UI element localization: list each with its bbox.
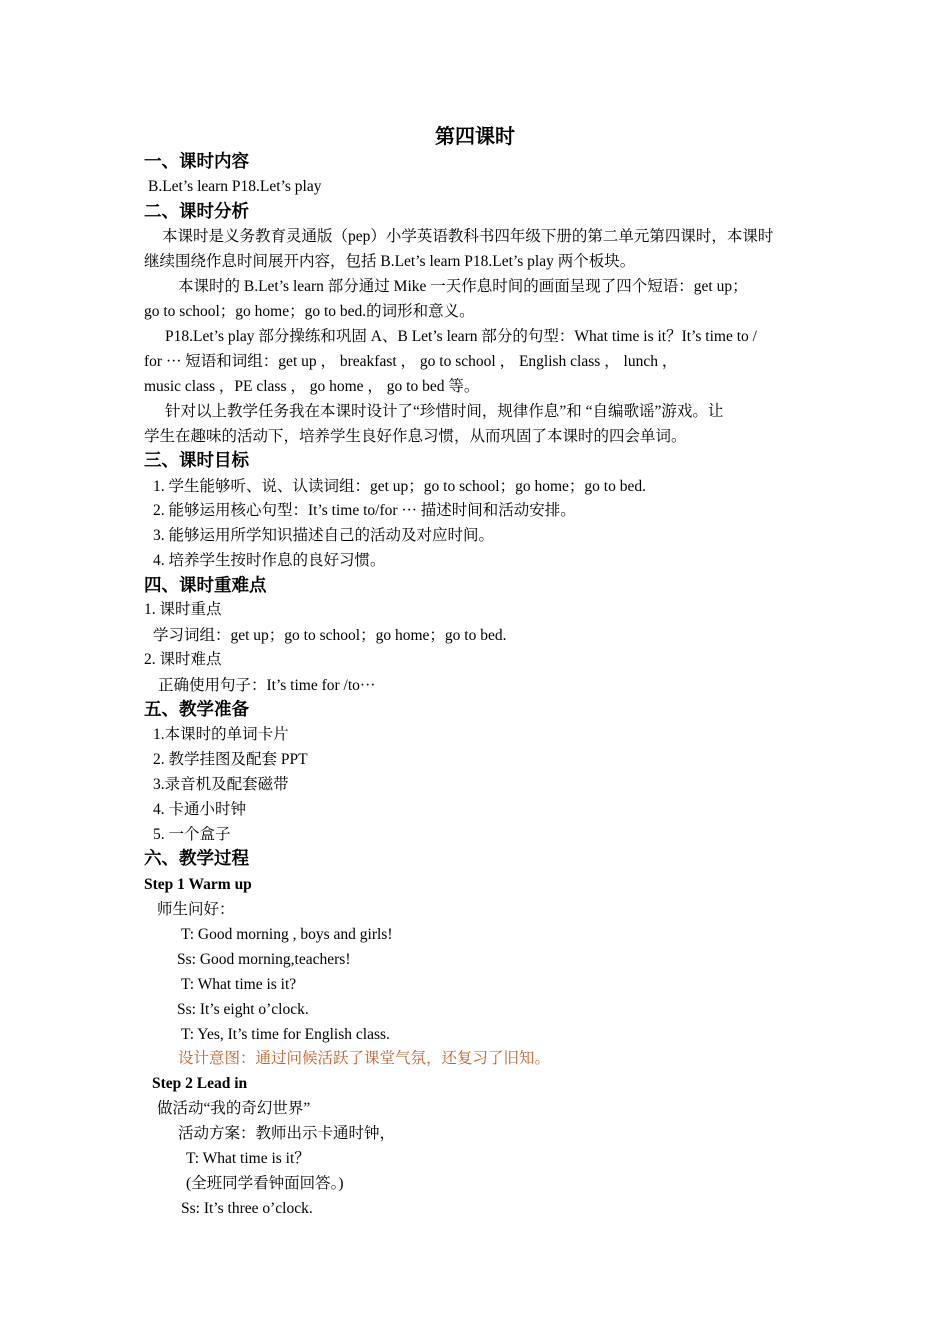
design-note: 设计意图：通过问候活跃了课堂气氛，还复习了旧知。 bbox=[178, 1050, 551, 1067]
difficulty-label: 2. 课时难点 bbox=[144, 651, 222, 668]
step-2-title: Step 2 Lead in bbox=[152, 1075, 248, 1092]
prep-item: 2. 教学挂图及配套 PPT bbox=[153, 751, 308, 768]
dialogue-line: T: Good morning , boys and girls! bbox=[181, 926, 393, 943]
objective-item: 3. 能够运用所学知识描述自己的活动及对应时间。 bbox=[153, 527, 495, 544]
difficulty-content: 正确使用句子：It’s time for /to··· bbox=[158, 677, 376, 694]
analysis-line: go to school；go home；go to bed.的词形和意义。 bbox=[144, 303, 475, 320]
dialogue-line: T: What time is it？ bbox=[186, 1150, 310, 1167]
section-1-content: B.Let’s learn P18.Let’s play bbox=[148, 178, 322, 195]
analysis-line: 针对以上教学任务我在本课时设计了“珍惜时间，规律作息”和 “自编歌谣”游戏。让 bbox=[165, 403, 724, 420]
section-2-heading: 二、课时分析 bbox=[144, 202, 249, 222]
section-3-heading: 三、课时目标 bbox=[144, 451, 249, 471]
section-1-heading: 一、课时内容 bbox=[144, 152, 249, 172]
dialogue-line: T: What time is it? bbox=[181, 976, 297, 993]
analysis-line: 继续围绕作息时间展开内容，包括 B.Let’s learn P18.Let’s play 两个板块。 bbox=[144, 253, 636, 270]
step-2-line: 活动方案：教师出示卡通时钟， bbox=[178, 1125, 396, 1142]
page-title: 第四课时 bbox=[435, 124, 515, 148]
prep-item: 1.本课时的单词卡片 bbox=[153, 726, 289, 743]
analysis-line: 学生在趣味的活动下，培养学生良好作息习惯，从而巩固了本课时的四会单词。 bbox=[144, 428, 687, 445]
analysis-line: 本课时是义务教育灵通版（pep）小学英语教科书四年级下册的第二单元第四课时，本课时 bbox=[162, 228, 774, 245]
analysis-line: for ··· 短语和词组：get up ， breakfast ， go to school ， English class ， lunch ， bbox=[144, 353, 678, 370]
objective-item: 2. 能够运用核心句型：It’s time to/for ··· 描述时间和活动安排。 bbox=[153, 502, 576, 519]
analysis-line: music class ，PE class ， go home ， go to bed 等。 bbox=[144, 378, 480, 395]
dialogue-line: Ss: Good morning,teachers! bbox=[177, 951, 351, 968]
section-5-heading: 五、教学准备 bbox=[144, 700, 249, 720]
dialogue-line: Ss: It’s three o’clock. bbox=[181, 1200, 313, 1217]
analysis-line: P18.Let’s play 部分操练和巩固 A、B Let’s learn 部分的句型：What time is it？It’s time to / bbox=[165, 328, 757, 345]
prep-item: 3.录音机及配套磁带 bbox=[153, 776, 289, 793]
key-point-content: 学习词组：get up；go to school；go home；go to bed. bbox=[153, 627, 507, 644]
key-point-label: 1. 课时重点 bbox=[144, 601, 222, 618]
step-2-line: (全班同学看钟面回答。) bbox=[186, 1175, 344, 1192]
dialogue-line: T: Yes, It’s time for English class. bbox=[181, 1026, 390, 1043]
step-2-line: 做活动“我的奇幻世界” bbox=[157, 1100, 311, 1117]
prep-item: 4. 卡通小时钟 bbox=[153, 801, 247, 818]
section-6-heading: 六、教学过程 bbox=[144, 849, 249, 869]
dialogue-line: Ss: It’s eight o’clock. bbox=[177, 1001, 309, 1018]
objective-item: 4. 培养学生按时作息的良好习惯。 bbox=[153, 552, 386, 569]
section-4-heading: 四、课时重难点 bbox=[144, 576, 267, 596]
step-1-title: Step 1 Warm up bbox=[144, 876, 252, 893]
analysis-line: 本课时的 B.Let’s learn 部分通过 Mike 一天作息时间的画面呈现了四个短语：get up； bbox=[178, 278, 748, 295]
prep-item: 5. 一个盒子 bbox=[153, 826, 231, 843]
objective-item: 1. 学生能够听、说、认读词组：get up；go to school；go home；go to bed. bbox=[153, 478, 646, 495]
step-1-line: 师生问好： bbox=[157, 901, 235, 918]
